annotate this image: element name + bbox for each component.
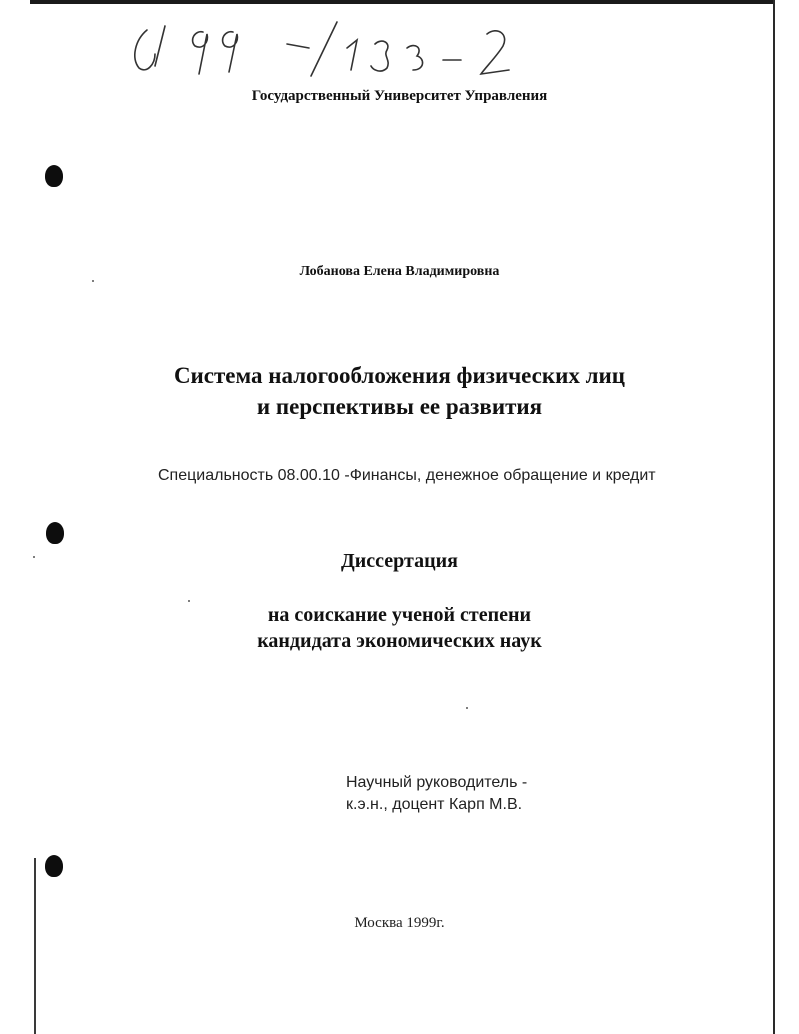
author-name: Лобанова Елена Владимировна <box>299 264 500 279</box>
handwritten-archive-number <box>125 18 535 78</box>
scan-speck <box>33 556 35 558</box>
thesis-title-line-1: Система налогообложения физических лиц <box>173 363 626 388</box>
supervisor-line-1: Научный руководитель - <box>346 774 528 791</box>
specialty: Специальность 08.00.10 -Финансы, денежное обращение и кредит <box>158 467 656 484</box>
degree-line-1: на соискание ученой степени <box>267 604 532 626</box>
punch-hole-icon <box>46 522 64 544</box>
scan-left-border <box>34 858 36 1034</box>
degree-line-2: кандидата экономических наук <box>257 630 542 652</box>
punch-hole-icon <box>45 165 63 187</box>
supervisor-block <box>346 772 527 816</box>
scan-speck <box>92 280 94 282</box>
scan-right-border <box>773 0 775 1034</box>
scan-speck <box>188 600 190 602</box>
scan-top-border <box>30 0 775 4</box>
city-year: Москва 1999г. <box>354 915 445 931</box>
scan-speck <box>466 707 468 709</box>
punch-hole-icon <box>45 855 63 877</box>
document-type: Диссертация <box>341 550 458 572</box>
thesis-title-line-2: и перспективы ее развития <box>256 394 543 419</box>
university-name: Государственный Университет Управления <box>251 88 548 104</box>
supervisor-line-2: к.э.н., доцент Карп М.В. <box>346 796 523 813</box>
